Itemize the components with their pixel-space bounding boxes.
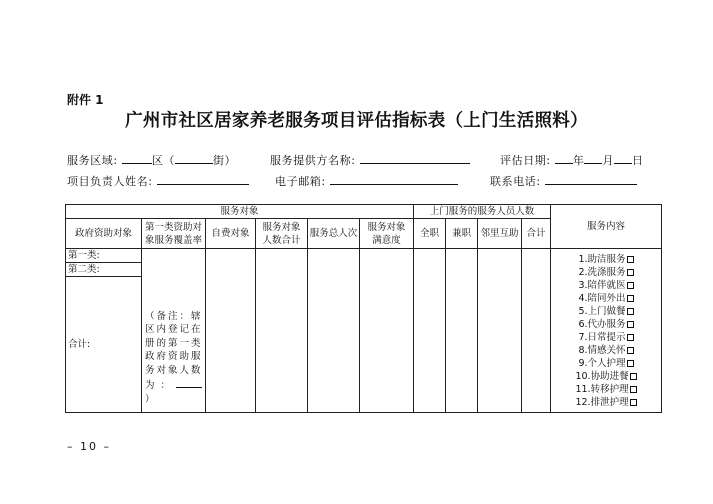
service-item-label: 4.陪同外出 — [578, 292, 626, 304]
provider-field — [270, 152, 470, 168]
service-item-label: 12.排泄护理 — [575, 396, 629, 408]
email-field — [275, 173, 458, 189]
checkbox-icon[interactable] — [627, 321, 634, 328]
phone-blank[interactable] — [545, 173, 637, 185]
service-item[interactable] — [551, 370, 661, 383]
coverage-note-text: （备注：辖区内登记在册的第一类政府资助服务对象人数为： — [145, 310, 202, 391]
year-label: 年 — [572, 154, 585, 167]
page-title: 广州市社区居家养老服务项目评估指标表（上门生活照料） — [125, 111, 588, 131]
coverage-note-cell[interactable] — [142, 249, 206, 413]
street-label: 街） — [213, 154, 237, 167]
col-satisfaction-line1: 服务对象 — [367, 221, 406, 233]
service-item[interactable] — [551, 266, 661, 279]
eval-date-field — [500, 152, 644, 168]
manager-blank[interactable] — [157, 173, 249, 185]
month-blank[interactable] — [584, 152, 602, 164]
year-blank[interactable] — [555, 152, 573, 164]
service-item[interactable] — [551, 292, 661, 305]
col-total: 合计 — [522, 219, 551, 249]
service-item-label: 2.洗涤服务 — [578, 266, 626, 278]
service-content-list — [551, 249, 662, 413]
coverage-note — [142, 310, 205, 407]
checkbox-icon[interactable] — [627, 347, 634, 354]
col-total-objects-line1: 服务对象 — [262, 221, 301, 233]
col-total-times: 服务总人次 — [308, 219, 360, 249]
info-line-1 — [67, 152, 236, 168]
cell-satisfaction[interactable] — [360, 249, 414, 413]
col-total-objects — [256, 219, 308, 249]
group-staff: 上门服务的服务人员人数 — [414, 205, 551, 219]
col-coverage-line1: 第一类资助对 — [144, 221, 202, 233]
provider-blank[interactable] — [360, 152, 470, 164]
service-item[interactable] — [551, 396, 661, 409]
service-item[interactable] — [551, 318, 661, 331]
manager-label: 项目负责人姓名: — [67, 175, 153, 188]
cell-staff-total[interactable] — [522, 249, 551, 413]
district-blank[interactable] — [122, 152, 152, 164]
day-blank[interactable] — [614, 152, 632, 164]
checkbox-icon[interactable] — [630, 399, 637, 406]
group-service-objects: 服务对象 — [66, 205, 414, 219]
month-label: 月 — [602, 154, 615, 167]
cell-total-objects[interactable] — [256, 249, 308, 413]
checkbox-icon[interactable] — [627, 295, 634, 302]
row-total-label: 合计: — [66, 277, 142, 413]
manager-field — [67, 173, 249, 189]
service-item-label: 3.陪伴就医 — [578, 279, 626, 291]
email-label: 电子邮箱: — [275, 175, 326, 188]
page-number: – 10 – — [67, 440, 111, 453]
col-coverage — [142, 219, 206, 249]
col-total-objects-line2: 人数合计 — [262, 234, 301, 246]
service-item-label: 9.个人护理 — [578, 357, 626, 369]
col-fulltime: 全职 — [414, 219, 446, 249]
service-item-label: 5.上门做餐 — [578, 305, 626, 317]
checkbox-icon[interactable] — [627, 334, 634, 341]
service-item[interactable] — [551, 253, 661, 266]
col-gov-funded: 政府资助对象 — [66, 219, 142, 249]
col-neighbor: 邻里互助 — [478, 219, 522, 249]
col-satisfaction-line2: 满意度 — [372, 234, 401, 246]
row-type2-label: 第二类: — [66, 263, 142, 277]
service-item-label: 7.日常提示 — [578, 331, 626, 343]
service-item-label: 8.情感关怀 — [578, 344, 626, 356]
coverage-note-blank[interactable] — [176, 377, 202, 388]
service-content-header: 服务内容 — [551, 205, 662, 249]
service-item[interactable] — [551, 331, 661, 344]
service-item-label: 10.协助进餐 — [575, 370, 629, 382]
col-parttime: 兼职 — [446, 219, 478, 249]
day-label: 日 — [632, 154, 644, 167]
phone-field — [490, 173, 637, 189]
service-area-label: 服务区域: — [67, 154, 118, 167]
checkbox-icon[interactable] — [627, 308, 634, 315]
evaluation-table — [65, 204, 662, 413]
service-item-label: 6.代办服务 — [578, 318, 626, 330]
col-self-paid: 自费对象 — [206, 219, 256, 249]
service-item[interactable] — [551, 305, 661, 318]
eval-date-label: 评估日期: — [500, 154, 551, 167]
checkbox-icon[interactable] — [630, 386, 637, 393]
service-item[interactable] — [551, 344, 661, 357]
cell-parttime[interactable] — [446, 249, 478, 413]
cell-fulltime[interactable] — [414, 249, 446, 413]
checkbox-icon[interactable] — [627, 360, 634, 367]
col-satisfaction — [360, 219, 414, 249]
coverage-note-end: ） — [145, 393, 157, 405]
service-item-label: 1.助洁服务 — [578, 253, 626, 265]
row-type1-label: 第一类: — [66, 249, 142, 263]
cell-total-times[interactable] — [308, 249, 360, 413]
service-item[interactable] — [551, 357, 661, 370]
checkbox-icon[interactable] — [627, 282, 634, 289]
cell-self-paid[interactable] — [206, 249, 256, 413]
checkbox-icon[interactable] — [630, 373, 637, 380]
cell-neighbor[interactable] — [478, 249, 522, 413]
provider-label: 服务提供方名称: — [270, 154, 356, 167]
attachment-label: 附件 1 — [67, 93, 104, 107]
phone-label: 联系电话: — [490, 175, 541, 188]
district-label: 区（ — [151, 154, 176, 167]
col-coverage-line2: 象服务覆盖率 — [144, 234, 202, 246]
service-item[interactable] — [551, 279, 661, 292]
street-blank[interactable] — [175, 152, 213, 164]
checkbox-icon[interactable] — [627, 256, 634, 263]
service-item[interactable] — [551, 383, 661, 396]
email-blank[interactable] — [330, 173, 458, 185]
checkbox-icon[interactable] — [627, 269, 634, 276]
service-item-label: 11.转移护理 — [575, 383, 629, 395]
